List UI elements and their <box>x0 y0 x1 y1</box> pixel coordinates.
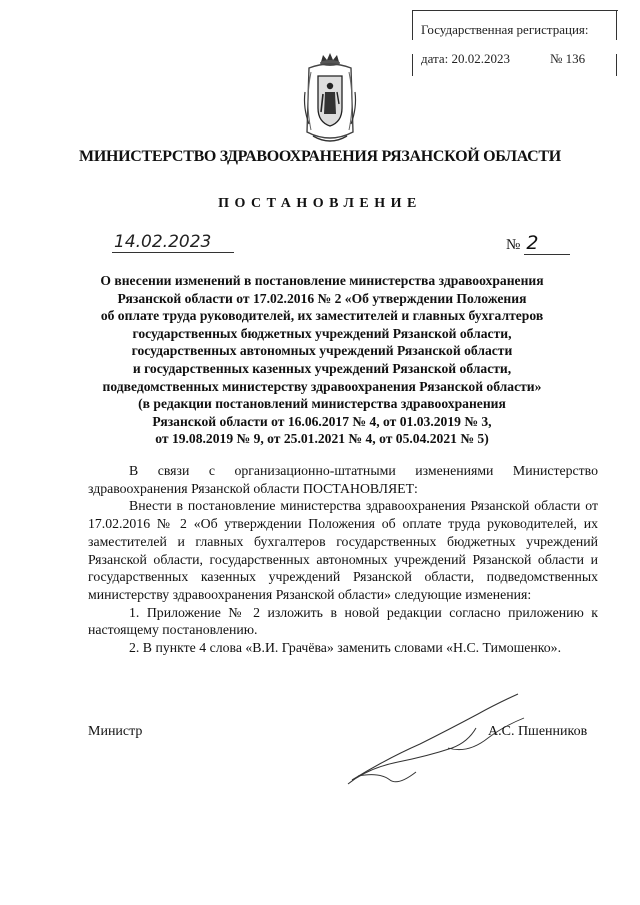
registration-date: дата: 20.02.2023 <box>421 51 511 66</box>
body-paragraph: 2. В пункте 4 слова «В.И. Грачёва» заменить словами «Н.С. Тимошенко». <box>129 640 562 656</box>
number-label: № <box>506 237 521 253</box>
body-paragraph: В связи с организационно-штатными изменениями Министерство здравоохранения Рязанской области ПОСТАНОВЛЯЕТ: <box>88 463 598 496</box>
registration-number: № 136 <box>550 51 586 66</box>
subject-line: государственных бюджетных учреждений Рязанской области, <box>132 325 512 341</box>
body-paragraph: 1. Приложение № 2 изложить в новой редакции согласно приложению к настоящему постановлению. <box>88 604 598 638</box>
handwritten-number: 2 <box>524 232 570 255</box>
subject-line: Рязанской области от 17.02.2016 № 2 «Об утверждении Положения <box>117 290 527 306</box>
subject-line: и государственных казенных учреждений Рязанской области, <box>132 360 512 376</box>
signatory-position: Министр <box>88 724 143 739</box>
ministry-title: МИНИСТЕРСТВО ЗДРАВООХРАНЕНИЯ РЯЗАНСКОЙ ОБЛАСТИ <box>79 148 561 165</box>
document-subject <box>88 272 556 448</box>
subject-line: подведомственных министерству здравоохранения Рязанской области» <box>102 378 542 394</box>
document-body <box>88 462 598 657</box>
registration-title: Государственная регистрация: <box>421 22 589 37</box>
body-paragraph: Внести в постановление министерства здравоохранения Рязанской области от 17.02.2016 № 2 «Об утверждении Положения об оплате труда руководителей, их заместителей и главных бухгалтеров государственных бюджетных учреждений Рязанской области, государственных автономных учреждений Рязанской области и государственных казенных учреждений Рязанской области, подведомственных министерству здравоохранения Рязанской области» следующие изменения: <box>88 498 598 602</box>
subject-line: об оплате труда руководителей, их заместителей и главных бухгалтеров <box>100 308 544 324</box>
handwritten-date: 14.02.2023 <box>112 232 234 253</box>
document-number <box>506 232 596 255</box>
subject-line: (в редакции постановлений министерства здравоохранения <box>138 396 506 412</box>
coat-of-arms-icon <box>301 52 359 148</box>
subject-line: от 19.08.2019 № 9, от 25.01.2021 № 4, от 05.04.2021 № 5) <box>155 431 489 447</box>
signatory-name: А.С. Пшенников <box>488 724 588 739</box>
subject-line: государственных автономных учреждений Рязанской области <box>131 343 513 359</box>
registration-stamp <box>412 10 618 76</box>
subject-line: Рязанской области от 16.06.2017 № 4, от 01.03.2019 № 3, <box>152 413 492 429</box>
subject-line: О внесении изменений в постановление министерства здравоохранения <box>100 273 544 288</box>
document-type-title: ПОСТАНОВЛЕНИЕ <box>218 196 422 211</box>
